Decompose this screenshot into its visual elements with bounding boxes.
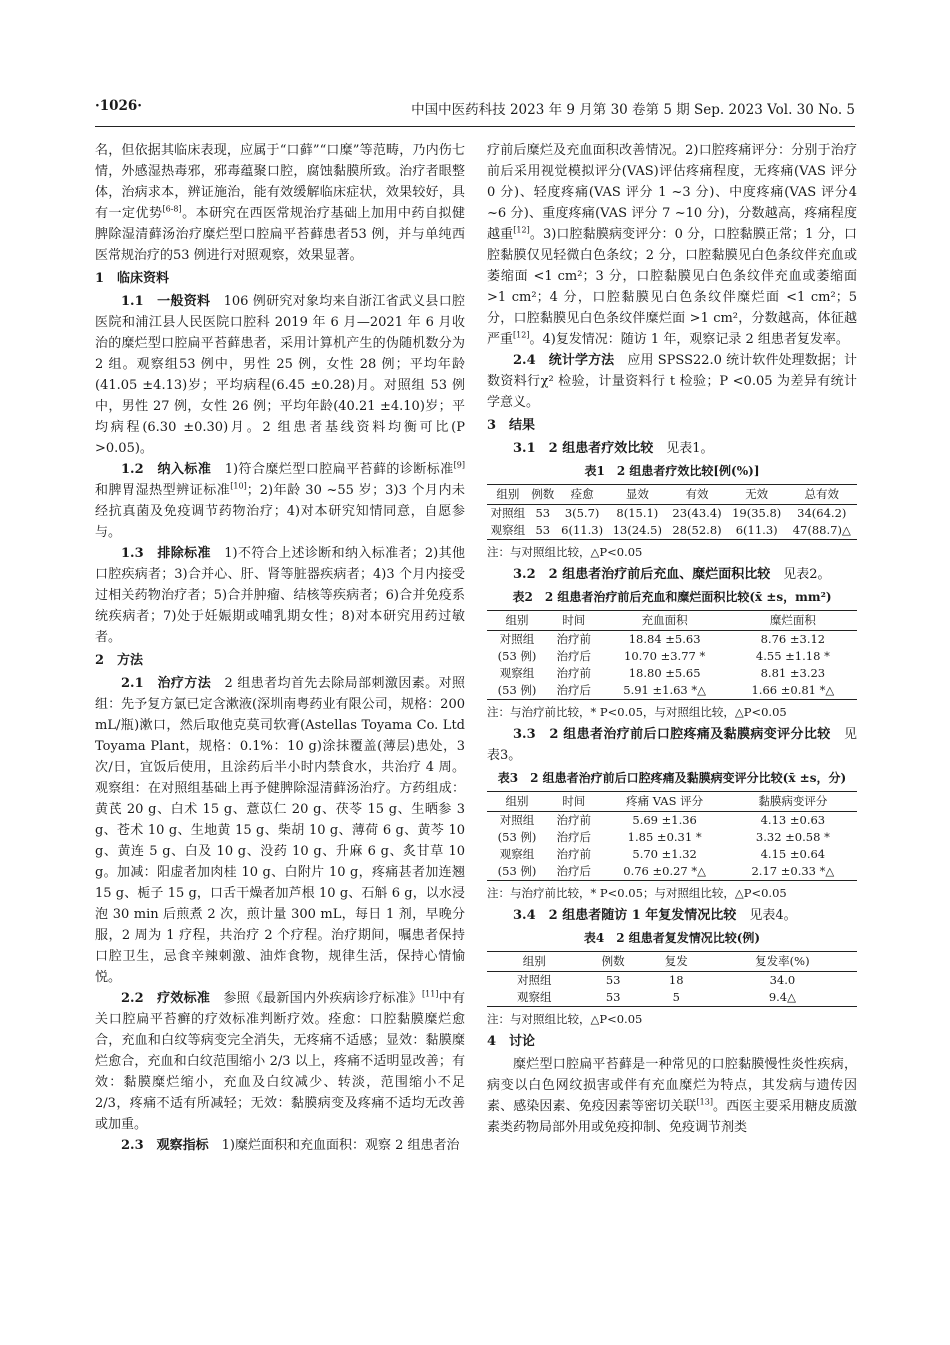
table-4-note: 注：与对照组比较，△P<0.05 bbox=[487, 1012, 643, 1026]
table-cell: 治疗后 bbox=[556, 649, 592, 663]
table-cell: 治疗前 bbox=[556, 847, 592, 861]
table-cell: 53 bbox=[535, 506, 551, 520]
table-3-header-cell: 时间 bbox=[547, 792, 600, 812]
table-cell: 6(11.3) bbox=[727, 522, 787, 540]
table-4-header-cell: 组别 bbox=[487, 952, 582, 972]
table-row bbox=[487, 863, 857, 881]
table-cell: (53 例) bbox=[497, 830, 537, 844]
table-row bbox=[487, 972, 857, 990]
table-cell: 对照组 bbox=[499, 813, 535, 827]
table-2-header-cell: 时间 bbox=[547, 611, 600, 631]
section-1-title: 1 临床资料 bbox=[95, 271, 170, 286]
table-cell: 8(15.1) bbox=[616, 506, 659, 520]
table-4-header-cell: 复发率(%) bbox=[708, 952, 857, 972]
table-3-note: 注：与治疗前比较，* P<0.05；与对照组比较，△P<0.05 bbox=[487, 886, 787, 900]
table-cell: 4.55 ±1.18 * bbox=[755, 649, 830, 663]
table-cell: 观察组 bbox=[499, 666, 535, 680]
table-1-note: 注：与对照组比较，△P<0.05 bbox=[487, 545, 643, 559]
table-2-header-cell: 组别 bbox=[487, 611, 547, 631]
table-row bbox=[487, 665, 857, 682]
table-row bbox=[487, 989, 857, 1007]
table-2-note: 注：与治疗前比较，* P<0.05，与对照组比较，△P<0.05 bbox=[487, 705, 787, 719]
table-cell: 3(5.7) bbox=[564, 506, 600, 520]
table-cell: 观察组 bbox=[487, 989, 582, 1007]
table-cell: 治疗前 bbox=[556, 666, 592, 680]
section-3-2: 3.2 2 组患者治疗前后充血、糜烂面积比较 见表2。 bbox=[513, 567, 831, 582]
table-cell: 47(88.7)△ bbox=[787, 522, 857, 540]
section-3-3: 3.3 2 组患者治疗前后口腔疼痛及黏膜病变评分比较 见表3。 bbox=[487, 727, 857, 763]
section-2-2: 2.2 疗效标准 参照《最新国内外疾病诊疗标准》[11]中有关口腔扁平苔癣的疗效标准判断疗效。痊愈：口腔黏膜糜烂愈合，充血和白纹等病变完全消失，无疼痛不适感；显效：黏膜糜烂愈合，充血和白纹范围缩小 2/3 以上，疼痛不适明显改善；有效：黏膜糜烂缩小，充血及白纹减少、转淡，范围缩小不足 2/3，疼痛不适有所减轻；无效：黏膜病变及疼痛不适均无改善或加重。 bbox=[95, 989, 465, 1132]
left-column bbox=[95, 140, 465, 1156]
right-column bbox=[487, 140, 857, 1138]
table-4 bbox=[487, 951, 857, 1007]
table-cell: 19(35.8) bbox=[732, 506, 782, 520]
table-2-caption: 表2 2 组患者治疗前后充血和糜烂面积比较(x̄ ±s，mm²) bbox=[512, 590, 832, 604]
table-3-caption: 表3 2 组患者治疗前后口腔疼痛及黏膜病变评分比较(x̄ ±s，分) bbox=[497, 771, 847, 785]
table-cell: 10.70 ±3.77 * bbox=[624, 649, 706, 663]
table-cell: (53 例) bbox=[497, 649, 537, 663]
table-cell: (53 例) bbox=[487, 863, 547, 881]
table-1 bbox=[487, 484, 857, 540]
table-1-header-cell: 痊愈 bbox=[557, 485, 608, 505]
table-cell: 8.76 ±3.12 bbox=[760, 632, 826, 646]
table-cell: 0.76 ±0.27 *△ bbox=[601, 863, 729, 881]
table-cell: 34(64.2) bbox=[797, 506, 847, 520]
table-cell: 53 bbox=[582, 989, 645, 1007]
table-cell: 9.4△ bbox=[708, 989, 857, 1007]
section-1-3: 1.3 排除标准 1)不符合上述诊断和纳入标准者；2)其他口腔疾病者；3)合并心、肝、肾等脏器疾病者；4)3 个月内接受过相关药物治疗者；5)合并肿瘤、结核等疾病者；6)合并免疫系统疾病者；7)处于妊娠期或哺乳期女性；8)对本研究用药过敏者。 bbox=[95, 546, 465, 645]
table-4-caption: 表4 2 组患者复发情况比较(例) bbox=[583, 931, 761, 945]
table-1-header-cell: 例数 bbox=[529, 485, 557, 505]
table-cell: 治疗前 bbox=[556, 813, 592, 827]
observation-paragraph: 疗前后糜烂及充血面积改善情况。2)口腔疼痛评分：分别于治疗前后采用视觉模拟评分(VAS)评估疼痛程度，无疼痛(VAS 评分 0 分)、轻度疼痛(VAS 评分 1 ~3 分)、中度疼痛(VAS 评分4 ~6 分)、重度疼痛(VAS 评分 7 ~10 分)，分数越高，疼痛程度越重[12]。3)口腔黏膜病变评分：0 分，口腔黏膜正常；1 分，口腔黏膜仅见轻微白色条纹；2 分，口腔黏膜见白色条纹伴充血或萎缩面 <1 cm²；3 分，口腔黏膜见白色条纹伴充血或萎缩面 >1 cm²；4 分，口腔黏膜见白色条纹伴糜烂面 <1 cm²；5 分，口腔黏膜见白色条纹伴糜烂面 >1 cm²，分数越高，体征越严重[12]。4)复发情况：随访 1 年，观察记录 2 组患者复发率。 bbox=[487, 143, 857, 347]
table-cell: 28(52.8) bbox=[667, 522, 727, 540]
table-cell: 治疗后 bbox=[547, 682, 600, 700]
table-cell: 18 bbox=[668, 973, 684, 987]
section-3-title: 3 结果 bbox=[487, 418, 536, 433]
table-cell: 6(11.3) bbox=[557, 522, 608, 540]
table-row bbox=[487, 846, 857, 863]
table-cell: 18.80 ±5.65 bbox=[628, 666, 701, 680]
table-cell: 23(43.4) bbox=[672, 506, 722, 520]
table-cell: 53 bbox=[605, 973, 621, 987]
table-1-caption: 表1 2 组患者疗效比较[例(%)] bbox=[584, 464, 760, 478]
table-cell: 53 bbox=[529, 522, 557, 540]
header-rule bbox=[95, 126, 855, 127]
table-cell: 4.13 ±0.63 bbox=[760, 813, 826, 827]
table-cell: 3.32 ±0.58 * bbox=[755, 830, 830, 844]
table-cell: 观察组 bbox=[499, 847, 535, 861]
table-cell: 观察组 bbox=[487, 522, 529, 540]
section-3-1: 3.1 2 组患者疗效比较 见表1。 bbox=[513, 441, 714, 456]
table-1-header-cell: 有效 bbox=[667, 485, 727, 505]
table-4-header-cell: 复发 bbox=[645, 952, 708, 972]
table-cell: 对照组 bbox=[490, 506, 526, 520]
table-cell: 1.66 ±0.81 *△ bbox=[729, 682, 857, 700]
table-cell: 13(24.5) bbox=[608, 522, 668, 540]
section-1-2: 1.2 纳入标准 1)符合糜烂型口腔扁平苔藓的诊断标准[9]和脾胃湿热型辨证标准[10]；2)年龄 30 ~55 岁；3)3 个月内未经抗真菌及免疫调节药物治疗；4)对本研究知情同意，自愿参与。 bbox=[95, 460, 465, 540]
table-cell: 34.0 bbox=[769, 973, 796, 987]
table-cell: 治疗前 bbox=[556, 632, 592, 646]
section-2-1: 2.1 治疗方法 2 组患者均首先去除局部刺激因素。对照组：先予复方氯已定含漱液(深圳南粤药业有限公司，规格：200 mL/瓶)漱口，然后取他克莫司软膏(Astellas Toyama Co. Ltd Toyama Plant，规格：0.1%：10 g)涂抹覆盖(薄层)患处，3 次/日，宜饭后使用，且涂药后半小时内禁食水，共治疗 4 周。观察组：在对照组基础上再予健脾除湿清藓汤治疗。方药组成：黄芪 20 g、白术 15 g、薏苡仁 20 g、茯苓 15 g、生晒参 3 g、苍术 10 g、生地黄 15 g、柴胡 10 g、薄荷 6 g、黄芩 10 g、黄连 5 g、白及 10 g、没药 10 g、升麻 6 g、炙甘草 10 g。加减：阳虚者加肉桂 10 g、白附片 10 g，疼痛甚者加连翘 15 g、栀子 15 g，口舌干燥者加芦根 10 g、石斛 6 g，以水浸泡 30 min 后煎煮 2 次，煎计量 300 mL，每日 1 剂，早晚分服，2 周为 1 疗程，共治疗 2 个疗程。治疗期间，嘱患者保持口腔卫生，忌食辛辣刺激、油炸食物，规律生活，保持心情愉悦。 bbox=[95, 676, 465, 985]
table-3-header-cell: 黏膜病变评分 bbox=[729, 792, 857, 812]
table-cell: 治疗后 bbox=[547, 863, 600, 881]
section-3-4: 3.4 2 组患者随访 1 年复发情况比较 见表4。 bbox=[513, 908, 797, 923]
page-header bbox=[95, 98, 855, 120]
table-cell: 5.70 ±1.32 bbox=[632, 847, 697, 861]
table-row bbox=[487, 812, 857, 830]
table-row bbox=[487, 682, 857, 700]
section-2-4: 2.4 统计学方法 应用 SPSS22.0 统计软件处理数据；计数资料行χ² 检验，计量资料行 t 检验；P <0.05 为差异有统计学意义。 bbox=[487, 353, 857, 410]
table-cell: 4.15 ±0.64 bbox=[760, 847, 826, 861]
table-4-header-cell: 例数 bbox=[582, 952, 645, 972]
table-1-header-cell: 显效 bbox=[608, 485, 668, 505]
table-2-header-cell: 糜烂面积 bbox=[729, 611, 857, 631]
table-cell: 2.17 ±0.33 *△ bbox=[729, 863, 857, 881]
table-cell: 对照组 bbox=[499, 632, 535, 646]
table-cell: 5.91 ±1.63 *△ bbox=[601, 682, 729, 700]
table-cell: 治疗后 bbox=[556, 830, 592, 844]
discussion-paragraph: 糜烂型口腔扁平苔藓是一种常见的口腔黏膜慢性炎性疾病，病变以白色网纹损害或伴有充血糜烂为特点，其发病与遗传因素、感染因素、免疫因素等密切关联[13]。西医主要采用糖皮质激素类药物局部外用或免疫抑制、免疫调节剂类 bbox=[487, 1057, 857, 1135]
table-1-header-cell: 总有效 bbox=[787, 485, 857, 505]
table-row bbox=[487, 522, 857, 540]
journal-info: 中国中医药科技 2023 年 9 月第 30 卷第 5 期 Sep. 2023 Vol. 30 No. 5 bbox=[411, 102, 855, 118]
table-1-header-cell: 组别 bbox=[487, 485, 529, 505]
table-2 bbox=[487, 610, 857, 700]
table-cell: 对照组 bbox=[517, 973, 552, 987]
table-3-header-cell: 组别 bbox=[487, 792, 547, 812]
page-number: ·1026· bbox=[95, 98, 142, 114]
table-row bbox=[487, 829, 857, 846]
table-row bbox=[487, 505, 857, 523]
table-2-header-cell: 充血面积 bbox=[601, 611, 729, 631]
table-cell: 1.85 ±0.31 * bbox=[627, 830, 702, 844]
table-row bbox=[487, 631, 857, 649]
intro-paragraph: 名，但依据其临床表现，应属于“口藓”“口糜”等范畴，乃内伤七情，外感湿热毒邪，邪毒蕴聚口腔，腐蚀黏膜所致。治疗者眼整体，治病求本，辨证施治，能有效缓解临床症状，效果较好，具有一定优势[6-8]。本研究在西医常规治疗基础上加用中药自拟健脾除湿清藓汤治疗糜烂型口腔扁平苔藓患者53 例，并与单纯西医常规治疗的53 例进行对照观察，效果显著。 bbox=[95, 143, 465, 263]
table-cell: 18.84 ±5.63 bbox=[628, 632, 701, 646]
table-cell: 5 bbox=[645, 989, 708, 1007]
section-2-title: 2 方法 bbox=[95, 653, 144, 668]
table-1-header-cell: 无效 bbox=[727, 485, 787, 505]
table-cell: 5.69 ±1.36 bbox=[632, 813, 697, 827]
table-row bbox=[487, 648, 857, 665]
section-2-3: 2.3 观察指标 1)糜烂面积和充血面积：观察 2 组患者治 bbox=[121, 1138, 460, 1153]
table-3-header-cell: 疼痛 VAS 评分 bbox=[601, 792, 729, 812]
table-cell: 8.81 ±3.23 bbox=[760, 666, 826, 680]
table-3 bbox=[487, 791, 857, 881]
section-4-title: 4 讨论 bbox=[487, 1034, 536, 1049]
table-cell: (53 例) bbox=[487, 682, 547, 700]
section-1-1: 1.1 一般资料 106 例研究对象均来自浙江省武义县口腔医院和浦江县人民医院口腔科 2019 年 6 月—2021 年 6 月收治的糜烂型口腔扁平苔藓患者，采用计算机产生的伪随机数分为 2 组。观察组53 例中，男性 25 例，女性 28 例；平均年龄(41.05 ±4.13)岁；平均病程(6.45 ±0.28)月。对照组 53 例中，男性 27 例，女性 26 例；平均年龄(40.21 ±4.10)岁；平均病程(6.30 ±0.30)月。2 组患者基线资料均衡可比(P >0.05)。 bbox=[95, 294, 465, 456]
